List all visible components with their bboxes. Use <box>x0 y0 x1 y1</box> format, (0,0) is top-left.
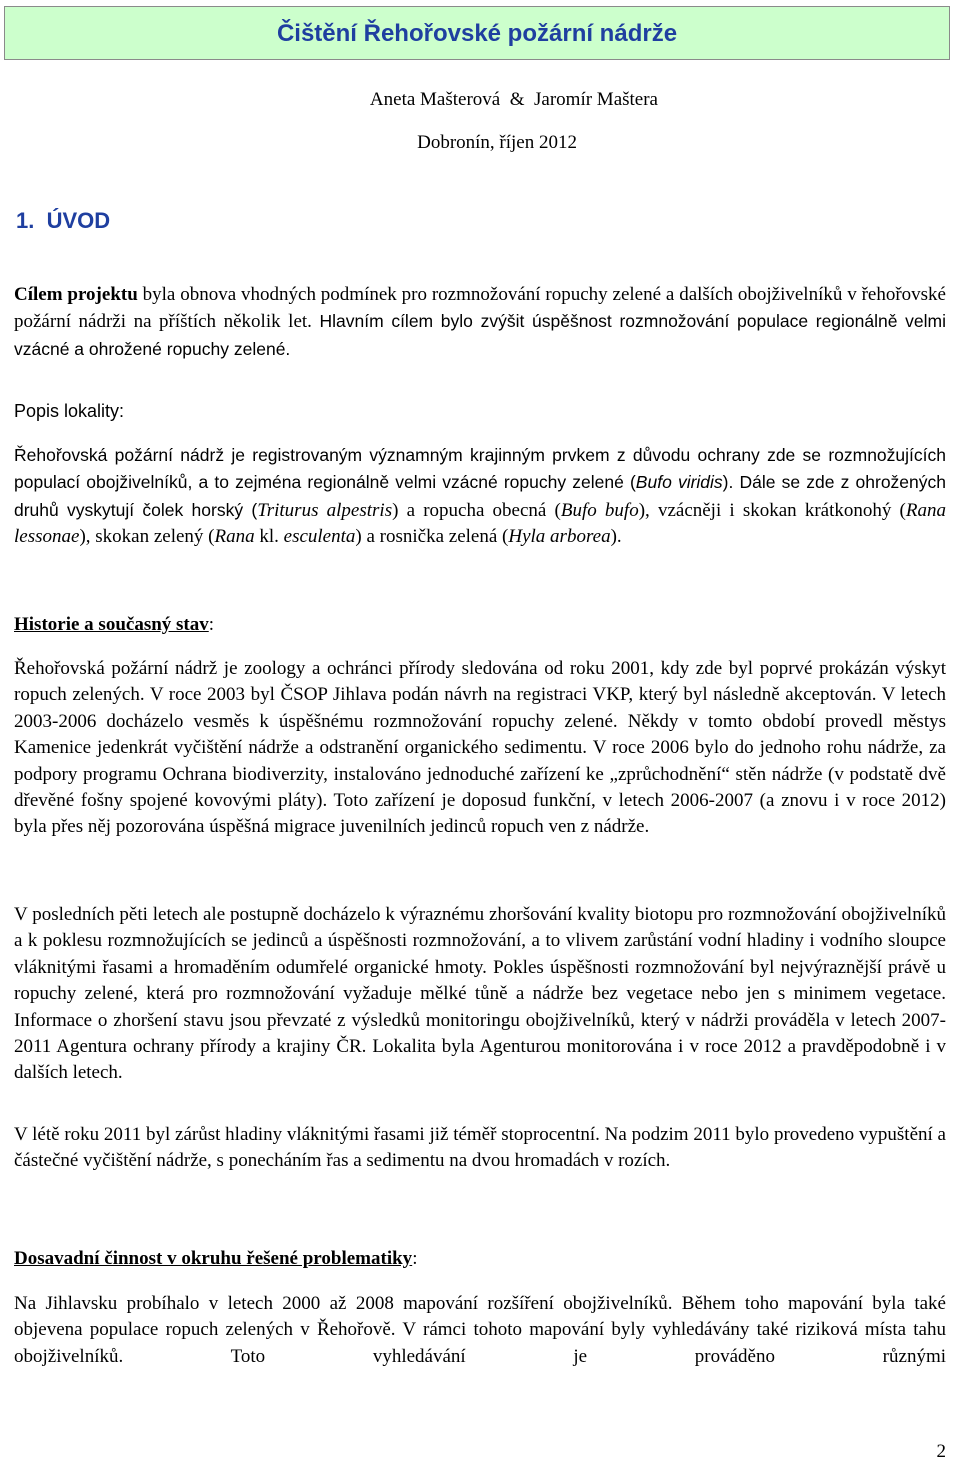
locality-text: ) a rosnička zelená ( <box>355 526 509 548</box>
locality-text: Řehořovská požární nádrž je registrovaným významným krajinným prvkem z důvodu ochrany zde se rozmnožujících populací obojživelníků, a to zejména regionálně velmi vzácné ropuchy zelené ( <box>14 445 946 493</box>
locality-label <box>14 400 124 422</box>
locality-text: ). Dále se zde z ohrožených druhů vyskytují čolek horský ( <box>14 472 946 520</box>
document-title: Čištění Řehořovské požární nádrže <box>276 20 678 47</box>
species-rana: Rana <box>214 526 255 548</box>
history-label-text: Historie a současný stav <box>14 614 209 635</box>
species-bufo-viridis: Bufo viridis <box>635 472 723 493</box>
intro-paragraph <box>14 282 946 363</box>
locality-text: ). <box>610 526 622 548</box>
history-colon: : <box>208 614 215 635</box>
locality-text: ), skokan zelený ( <box>79 526 215 548</box>
history-paragraph-2 <box>14 902 946 1087</box>
previous-paragraph <box>14 1291 946 1370</box>
history-paragraph-1 <box>14 656 946 841</box>
species-esculenta: esculenta <box>283 526 356 548</box>
history-text-3: V létě roku 2011 byl zárůst hladiny vláknitými řasami již téměř stoprocentní. Na podzim 2011 bylo provedeno vypuštění a částečné vyčištění nádrže, s ponecháním řas a sedimentu na dvou hromadách v rozích. <box>14 1124 946 1172</box>
previous-text-1: Na Jihlavsku probíhalo v letech 2000 až 2008 mapování rozšíření obojživelníků. Během toho mapování byla také objevena populace ropuch zelených v Řehořově. V rámci tohoto mapování byly vyhledávány také riziková místa tahu obojživelníků. Toto vyhledávání je prováděno různými <box>14 1293 946 1367</box>
section-heading: 1. ÚVOD <box>16 208 111 233</box>
intro-lead: Cílem projektu <box>14 284 138 305</box>
species-triturus: Triturus alpestris <box>257 499 393 521</box>
previous-label <box>14 1248 417 1270</box>
locality-paragraph <box>14 442 946 551</box>
locality-colon: : <box>119 401 125 421</box>
previous-label-text: Dosavadní činnost v okruhu řešené problematiky <box>14 1248 413 1269</box>
locality-label-text: Popis lokality <box>14 401 120 421</box>
history-text-1: Řehořovská požární nádrž je zoology a ochránci přírody sledována od roku 2001, kdy zde byl poprvé prokázán výskyt ropuch zelených. V roce 2003 byl ČSOP Jihlava podán návrh na registraci VKP, který byl následně akceptován. V letech 2003-2006 docházelo vesměs k úspěšnému rozmnožování ropuchy zelené. Někdy v tomto období provedl městys Kamenice jedenkrát vyčištění nádrže a odstranění organického sedimentu. V roce 2006 bylo do jednoho rohu nádrže, za podpory programu Ochrana biodiverzity, instalováno jednoduché zařízení ke „zprůchodnění“ stěn nádrže (v podstatě dvě dřevěné fošny spojené kovovými pláty). Toto zařízení je doposud funkční, v letech 2006-2007 (a znovu i v roce 2012) byla přes něj pozorována úspěšná migrace juvenilních jedinců ropuch ven z nádrže. <box>14 658 946 838</box>
species-bufo-bufo: Bufo bufo <box>560 499 639 521</box>
history-paragraph-3 <box>14 1122 946 1175</box>
locality-text: kl. <box>254 526 284 548</box>
intro-text-2: Hlavním cílem bylo zvýšit úspěšnost rozmnožování populace regionálně velmi vzácné a ohrožené ropuchy zelené. <box>14 311 946 359</box>
species-hyla: Hyla arborea <box>508 526 611 548</box>
locality-text: ) a ropucha obecná ( <box>392 499 561 521</box>
history-label <box>14 614 214 636</box>
page-number: 2 <box>936 1441 946 1462</box>
locality-text: ), vzácněji i skokan krátkonohý ( <box>638 499 906 521</box>
place-date: Dobronín, říjen 2012 <box>417 132 577 153</box>
history-text-2: V posledních pěti letech ale postupně docházelo k výraznému zhoršování kvality biotopu pro rozmnožování obojživelníků a k poklesu rozmnožujících se jedinců a úspěšnosti rozmnožování, a to vlivem zarůstání vodní hladiny i vodního sloupce vláknitými řasami a hromaděním odumřelé organické hmoty. Pokles úspěšnosti rozmnožování byl nejvýraznější právě u ropuchy zelené, která pro rozmnožování vyžaduje mělké tůně a nádrže bez vegetace nebo jen s minimem vegetace. Informace o zhoršení stavu jsou převzaté z výsledků monitoringu obojživelníků, který v nádrži prováděla v letech 2007-2011 Agentura ochrany přírody a krajiny ČR. Lokalita byla Agenturou monitorována i v roce 2012 a pravděpodobně i v dalších letech. <box>14 904 946 1084</box>
previous-colon: : <box>412 1248 418 1269</box>
title-box <box>4 6 950 60</box>
intro-text-1: byla obnova vhodných podmínek pro rozmnožování ropuchy zelené a dalších obojživelníků v řehořovské požární nádrži na příštích několik let. <box>14 284 946 333</box>
species-rana-lessonae: Rana lessonae <box>14 499 946 548</box>
authors: Aneta Mašterová & Jaromír Maštera <box>369 89 658 110</box>
